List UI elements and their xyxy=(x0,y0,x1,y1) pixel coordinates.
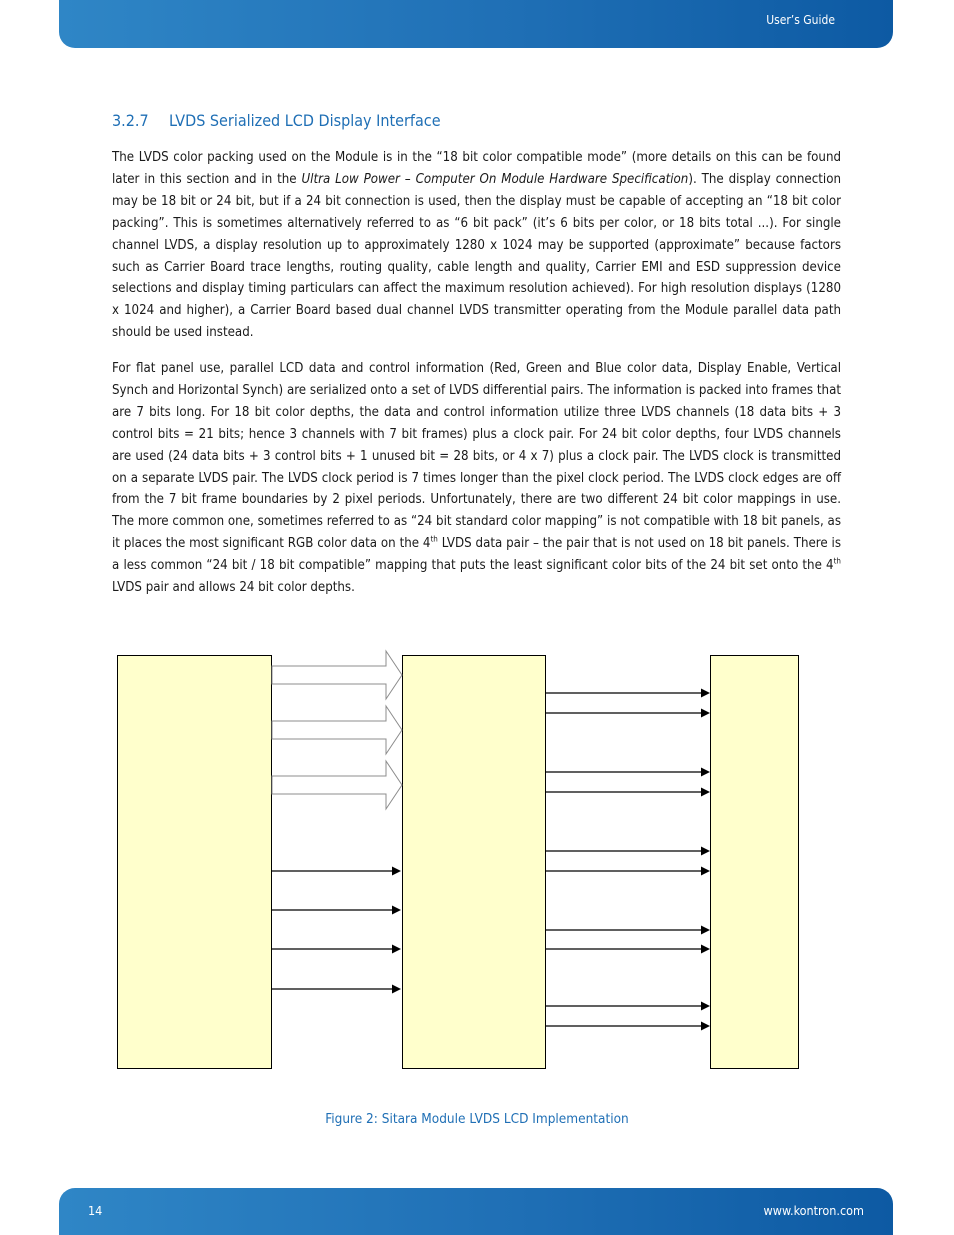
paragraph-serialization xyxy=(112,358,841,599)
lvds-line-negative-head xyxy=(701,867,710,876)
lvds-transmitter-block xyxy=(403,656,546,1069)
lvds-line-positive-head xyxy=(701,689,710,698)
lvds-line-positive-head xyxy=(701,926,710,935)
header-bar xyxy=(59,0,893,48)
paragraph-text: The LVDS color packing used on the Module is in the “18 bit color compatible mode” (more details on this can be found later in this section and in the xyxy=(112,150,841,187)
control-signal-lines xyxy=(272,867,401,994)
control-line-head xyxy=(392,906,401,915)
footer-bar xyxy=(59,1188,893,1235)
bus-arrow xyxy=(272,651,402,699)
paragraph-text: LVDS pair and allows 24 bit color depths. xyxy=(112,580,355,596)
lvds-line-positive-head xyxy=(701,768,710,777)
control-line-head xyxy=(392,985,401,994)
paragraph-color-packing xyxy=(112,147,841,344)
lvds-block-diagram xyxy=(0,640,954,1080)
parallel-data-bus-arrows xyxy=(272,651,402,809)
bus-arrow xyxy=(272,706,402,754)
lvds-line-negative-head xyxy=(701,788,710,797)
lvds-line-negative-head xyxy=(701,945,710,954)
lvds-pair-lines xyxy=(546,689,710,1031)
control-line-head xyxy=(392,945,401,954)
bus-arrow xyxy=(272,761,402,809)
page-number: 14 xyxy=(88,1203,103,1218)
header-label: User’s Guide xyxy=(766,13,835,27)
module-block xyxy=(118,656,272,1069)
lvds-line-positive-head xyxy=(701,1002,710,1011)
figure-caption: Figure 2: Sitara Module LVDS LCD Implementation xyxy=(325,1111,629,1127)
superscript: th xyxy=(833,556,841,566)
paragraph-text: For flat panel use, parallel LCD data and control information (Red, Green and Blue color data, Display Enable, Vertical Synch and Horizontal Synch) are serialized onto a set of LVDS differential pairs. The information is packed into frames that are 7 bits long. For 18 bit color depths, the data and control information utilize three LVDS channels (18 data bits + 3 control bits = 21 bits; hence 3 channels with 7 bit frames) plus a clock pair. For 24 bit color depths, four LVDS channels are used (24 data bits + 3 control bits + 1 unused bit = 28 bits, or 4 x 7) plus a clock pair. The LVDS clock is transmitted on a separate LVDS pair. The LVDS clock period is 7 times longer than the pixel clock period. The LVDS clock edges are off from the 7 bit frame boundaries by 2 pixel periods. Unfortunately, there are two different 24 bit color mappings in use. The more common one, sometimes referred to as “24 bit standard color mapping” is not compatible with 18 bit panels, as it places the most significant RGB color data on the 4 xyxy=(112,361,841,552)
lvds-line-negative-head xyxy=(701,709,710,718)
control-line-head xyxy=(392,867,401,876)
superscript: th xyxy=(430,534,438,544)
spec-reference: Ultra Low Power – Computer On Module Hardware Specification xyxy=(301,171,689,187)
paragraph-text: LVDS data pair – the pair that is not used on 18 bit panels. There is a less common “24 bit / 18 bit compatible” mapping that puts the least significant color bits of the 24 bit set onto the 4 xyxy=(112,536,841,574)
section-title: LVDS Serialized LCD Display Interface xyxy=(169,111,441,130)
display-panel-block xyxy=(711,656,799,1069)
lvds-line-negative-head xyxy=(701,1022,710,1031)
lvds-line-positive-head xyxy=(701,847,710,856)
website-link[interactable]: www.kontron.com xyxy=(763,1203,864,1218)
paragraph-text: ). The display connection may be 18 bit or 24 bit, but if a 24 bit connection is used, then the display must be capable of accepting an “18 bit color packing”. This is sometimes alternatively referred to as “6 bit pack” (it’s 6 bits per color, or 18 bits total ...). For single channel LVDS, a display resolution up to approximately 1280 x 1024 may be supported (approximate” because factors such as Carrier Board trace lengths, routing quality, cable length and quality, Carrier EMI and ESD suppression device selections and display timing particulars can affect the maximum resolution achieved). For high resolution displays (1280 x 1024 and higher), a Carrier Board based dual channel LVDS transmitter operating from the Module parallel data path should be used instead. xyxy=(112,171,841,341)
section-number: 3.2.7 xyxy=(112,111,149,130)
section-heading xyxy=(112,111,441,130)
